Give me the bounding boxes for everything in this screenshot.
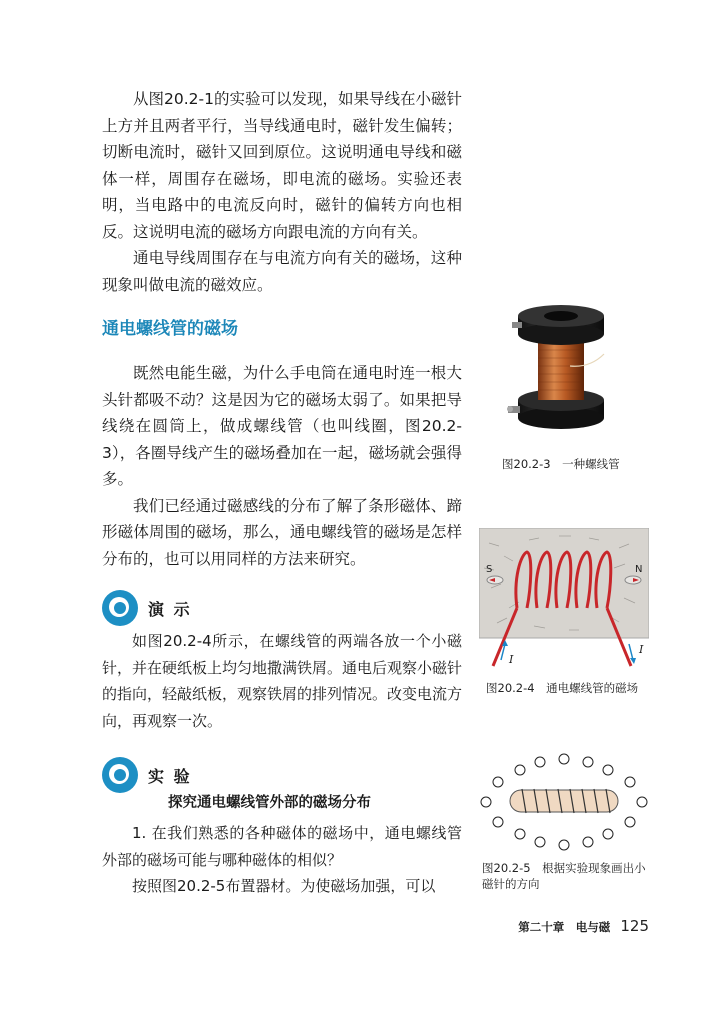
intro-text <box>102 86 462 298</box>
demo-heading <box>102 590 192 626</box>
section-text <box>102 360 462 572</box>
intro-paragraph-1: 从图20.2-1的实验可以发现，如果导线在小磁针上方并且两者平行，当导线通电时，磁针发生偏转；切断电流时，磁针又回到原位。这说明通电导线和磁体一样，周围存在磁场，即电流的磁场。实验还表明，当电路中的电流反向时，磁针的偏转方向也相反。这说明电流的磁场方向跟电流的方向有关。 <box>102 90 462 241</box>
fig4-label-S: S <box>486 564 493 575</box>
section-title: 通电螺线管的磁场 <box>102 319 238 339</box>
figure-4-caption: 图20.2-4 通电螺线管的磁场 <box>486 681 639 695</box>
fig4-current-left: I <box>509 653 514 666</box>
section-paragraph-1: 既然电能生磁，为什么手电筒在通电时连一根大头针都吸不动？这是因为它的磁场太弱了。如果把导线绕在圆筒上，做成螺线管（也叫线圈，图20.2-3），各圈导线产生的磁场叠加在一起，磁场就会强得多。 <box>102 364 462 488</box>
solenoid-photo <box>500 296 620 446</box>
section-paragraph-2: 我们已经通过磁感线的分布了解了条形磁体、蹄形磁体周围的磁场，那么，通电螺线管的磁场是怎样分布的，也可以用同样的方法来研究。 <box>102 496 462 568</box>
chapter-title: 第二十章 电与磁 <box>518 920 611 934</box>
experiment-badge-icon <box>102 757 138 793</box>
experiment-question-2: 按照图20.2-5布置器材。为使磁场加强，可以 <box>132 877 436 895</box>
figure-3-caption: 图20.2-3 一种螺线管 <box>502 457 620 471</box>
compass-diagram <box>476 752 652 852</box>
page-number: 125 <box>620 917 649 935</box>
figure-5-caption: 图20.2-5 根据实验现象画出小磁针的方向 <box>482 861 646 891</box>
demo-paragraph: 如图20.2-4所示，在螺线管的两端各放一个小磁针，并在硬纸板上均匀地撒满铁屑。通电后观察小磁针的指向，轻敲纸板，观察铁屑的排列情况。改变电流方向，再观察一次。 <box>102 632 463 730</box>
experiment-text <box>102 820 462 900</box>
page-footer <box>518 917 649 935</box>
filings-figure <box>479 528 649 668</box>
experiment-label: 实 验 <box>148 766 192 786</box>
fig4-current-right: I <box>639 643 644 656</box>
demo-badge-icon <box>102 590 138 626</box>
experiment-heading <box>102 757 192 793</box>
intro-paragraph-2: 通电导线周围存在与电流方向有关的磁场，这种现象叫做电流的磁效应。 <box>102 249 462 294</box>
fig4-label-N: N <box>635 564 643 575</box>
demo-label: 演 示 <box>148 599 192 619</box>
experiment-question-1: 1. 在我们熟悉的各种磁体的磁场中，通电螺线管外部的磁场可能与哪种磁体的相似？ <box>102 824 462 869</box>
experiment-subtitle: 探究通电螺线管外部的磁场分布 <box>168 795 371 811</box>
demo-text <box>102 628 462 734</box>
